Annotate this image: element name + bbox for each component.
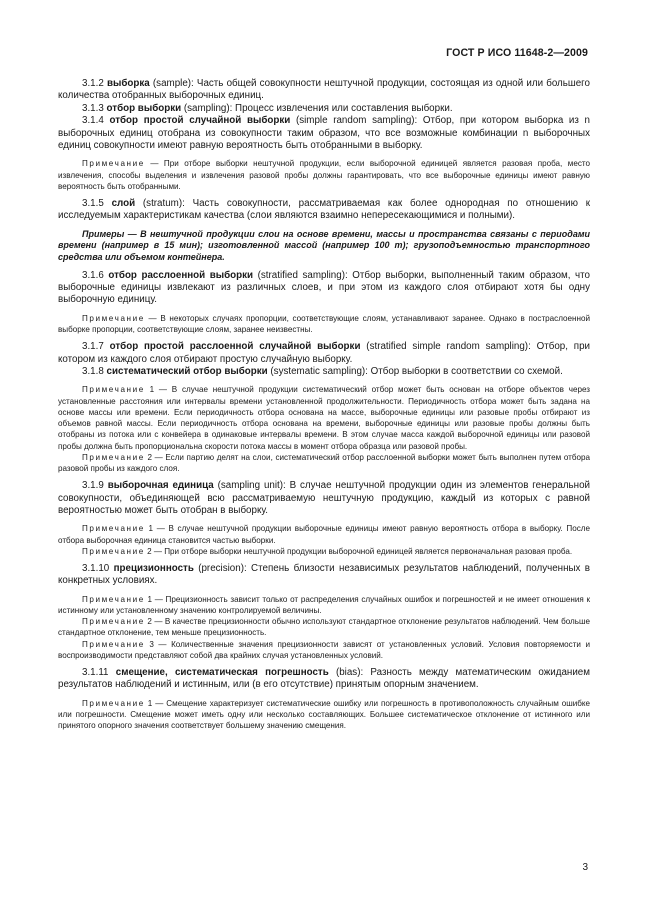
note-label: Примечание xyxy=(82,617,145,627)
note-label: Примечание xyxy=(82,546,145,556)
note-text: — При отборе выборки нештучной продукции, если выборочной единицей является разовая проба, место извлечения, способы выделения и извлечения разовой пробы должны гарантировать, что все выборочные единицы имеют равную вероятность быть отобранными. xyxy=(58,159,590,191)
note-3-1-6 xyxy=(58,313,590,335)
note-label: Примечание xyxy=(82,159,145,169)
term-definition: (precision): Степень близости независимых результатов наблюдений, полученных в конкретных условиях. xyxy=(58,562,590,587)
term-definition: (sampling): Процесс извлечения или составления выборки. xyxy=(181,102,453,114)
term-number: 3.1.2 xyxy=(82,78,104,89)
term-definition: (systematic sampling): Отбор выборки в соответствии со схемой. xyxy=(267,366,563,378)
note-text: 1 — В случае нештучной продукции выборочные единицы имеют равную вероятность отбора в выборку. После отбора выборочная единица становится частью выборки. xyxy=(58,524,590,545)
term-definition: (bias): Разность между математическим ожиданием результатов наблюдений и истинным, или (в его отсутствие) принятым опорным значением. xyxy=(58,666,590,691)
term-3-1-5 xyxy=(58,198,590,223)
note-label: Примечание xyxy=(82,639,145,649)
term-number: 3.1.11 xyxy=(82,666,109,678)
note-text: 1 — Прецизионность зависит только от распределения случайных ошибок и погрешностей и не имеет отношения к истинному или установленному значению контролируемой величины. xyxy=(58,594,590,615)
note-label: Примечание xyxy=(82,313,145,323)
note-label: Примечание xyxy=(82,594,145,604)
term-3-1-4 xyxy=(58,115,590,152)
term-definition: (sample): Часть общей совокупности нештучной продукции, состоящая из одной или большего количества отобранных выборочных единиц. xyxy=(58,78,590,102)
term-3-1-7 xyxy=(58,341,590,366)
term-number: 3.1.8 xyxy=(82,366,104,378)
examples-3-1-5: Примеры — В нештучной продукции слои на основе времени, массы и пространства связаны с периодами времени (например в 15 мин); изготовленной массой (например 100 т); грузоподъемностью транспортного средства или объемом контейнера. xyxy=(58,228,590,263)
term-number: 3.1.10 xyxy=(82,562,110,574)
term-definition: (sampling unit): В случае нештучной продукции один из элементов генеральной совокупности, объединяющей всю рассматриваемую нештучную продукцию, каждый из которых с равной вероятностью может быть отобран в выборку. xyxy=(58,480,590,516)
note-3-1-4 xyxy=(58,158,590,192)
note-label: Примечание xyxy=(82,524,145,534)
note-1-3-1-9 xyxy=(58,523,590,545)
term-3-1-3 xyxy=(58,103,590,115)
page-number: 3 xyxy=(582,862,588,873)
term-name: прецизионность xyxy=(113,562,194,574)
term-3-1-8 xyxy=(58,366,590,378)
note-2-3-1-9 xyxy=(58,546,590,557)
term-number: 3.1.3 xyxy=(82,102,104,114)
term-number: 3.1.9 xyxy=(82,480,104,492)
term-definition: (stratum): Часть совокупности, рассматриваемая как более однородная по отношению к исследуемым характеристикам качества (слои являются взаимно непересекающимися и полными). xyxy=(58,198,590,222)
term-number: 3.1.7 xyxy=(82,341,104,353)
term-name: выборочная единица xyxy=(107,480,214,492)
term-name: слой xyxy=(111,198,136,210)
note-text: 3 — Количественные значения прецизионности зависят от установленных условий. Условия повторяемости и воспроизводимости представляют собой два крайних случая установленных условий. xyxy=(58,639,590,660)
term-definition: (stratified sampling): Отбор выборки, выполненный таким образом, что выборочные единицы извлекают из различных слоев, и при этом из каждого слоя отбирают хотя бы одну выборочную единицу. xyxy=(58,269,590,306)
note-label: Примечание xyxy=(82,698,145,708)
term-3-1-10 xyxy=(58,563,590,588)
note-1-3-1-10 xyxy=(58,594,590,616)
term-3-1-11 xyxy=(58,667,590,692)
term-number: 3.1.4 xyxy=(82,115,104,127)
note-1-3-1-11 xyxy=(58,698,590,732)
note-text: 1 — В случае нештучной продукции систематический отбор может быть основан на отборе объектов через установленные расстояния или интервалы времени установленной продолжительности. Периодичность отбора может быть задана на основе массы или времени. Если периодичность отбора основана на массе, выборочные единицы или разовые пробы отбирают из объемов равной массы. Если периодичность отбора основана на времени, выборочные единицы или разовые пробы должны быть отобраны из потока или с конвейера в одинаковые интервалы времени. В этом случае масса каждой выборочной единицы или разовой пробы должна быть пропорциональна скорости потока массы в момент отбора образца или разовой пробы. xyxy=(58,385,590,451)
term-name: систематический отбор выборки xyxy=(106,366,268,378)
note-text: 2 — При отборе выборки нештучной продукции выборочной единицей является первоначальная разовая проба. xyxy=(144,546,573,556)
note-2-3-1-8 xyxy=(58,452,590,474)
note-text: 2 — Если партию делят на слои, систематический отбор расслоенной выборки может быть выполнен путем отбора разовой пробы из каждого слоя. xyxy=(58,452,590,473)
term-3-1-6 xyxy=(58,270,590,307)
term-name: отбор простой случайной выборки xyxy=(109,115,291,127)
term-definition: (stratified simple random sampling): Отбор, при котором из каждого слоя отбирают простую случайную выборку. xyxy=(58,341,590,365)
document-header: ГОСТ Р ИСО 11648-2—2009 xyxy=(446,47,588,59)
term-name: выборка xyxy=(106,78,150,89)
term-3-1-9 xyxy=(58,480,590,517)
term-number: 3.1.5 xyxy=(82,198,104,210)
note-text: 1 — Смещение характеризует систематические ошибку или погрешность в противоположность случайным ошибке или погрешности. Смещение может иметь одну или несколько составляющих. Большее систематическое отклонение от истинного или принятого опорного значения соответствует большему значению смещения. xyxy=(58,698,590,731)
term-number: 3.1.6 xyxy=(82,269,104,281)
note-text: — В некоторых случаях пропорции, соответствующие слоям, устанавливают заранее. Однако в постраслоенной выборке пропорции, соответствующие слоям, заранее неизвестны. xyxy=(58,313,590,335)
note-2-3-1-10 xyxy=(58,616,590,638)
term-3-1-2 xyxy=(58,78,590,103)
document-body xyxy=(58,78,590,731)
term-name: отбор расслоенной выборки xyxy=(108,269,254,281)
note-3-3-1-10 xyxy=(58,639,590,661)
term-name: отбор выборки xyxy=(106,102,182,114)
term-name: смещение, систематическая погрешность xyxy=(115,666,329,678)
term-name: отбор простой расслоенной случайной выборки xyxy=(109,341,361,353)
note-1-3-1-8 xyxy=(58,384,590,451)
note-text: 2 — В качестве прецизионности обычно используют стандартное отклонение результатов наблюдений. Чем больше стандартное отклонение, тем меньше прецизионность. xyxy=(58,617,590,638)
note-label: Примечание xyxy=(82,452,145,462)
term-definition: (simple random sampling): Отбор, при котором выборка из n выборочных единиц отобрана из совокупности таким образом, что все возможные комбинации n выборочных единиц совокупности имеют равную вероятность быть отобранными в выборку. xyxy=(58,115,591,152)
note-label: Примечание xyxy=(82,385,145,395)
